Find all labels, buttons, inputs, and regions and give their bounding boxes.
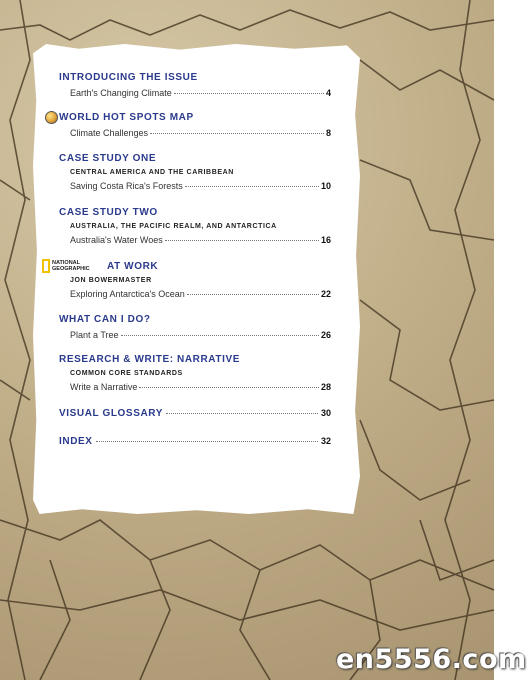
page-number: 32 xyxy=(320,436,331,446)
toc-item[interactable] xyxy=(70,88,331,98)
section-heading: AT WORK xyxy=(107,261,159,272)
section-subheading: AUSTRALIA, THE PACIFIC REALM, AND ANTARCTICA xyxy=(70,223,277,230)
watermark-text: en5556.com xyxy=(336,644,527,675)
leader-dots xyxy=(166,413,318,414)
page-number: 22 xyxy=(320,289,331,299)
leader-dots xyxy=(150,133,324,134)
toc-item[interactable] xyxy=(70,330,331,340)
item-title: Saving Costa Rica's Forests xyxy=(70,181,183,191)
section-heading: CASE STUDY TWO xyxy=(59,207,158,218)
leader-dots xyxy=(174,93,324,94)
item-title: Exploring Antarctica's Ocean xyxy=(70,289,185,299)
toc-item[interactable] xyxy=(70,181,331,191)
page-number: 28 xyxy=(320,382,331,392)
section-heading: INDEX xyxy=(59,436,93,447)
item-title: Australia's Water Woes xyxy=(70,235,163,245)
toc-item[interactable] xyxy=(70,289,331,299)
page-number: 10 xyxy=(320,181,331,191)
logo-line-1: NATIONAL xyxy=(52,260,81,266)
leader-dots xyxy=(165,240,319,241)
toc-item[interactable] xyxy=(70,382,331,392)
globe-icon xyxy=(45,111,58,124)
section-heading: VISUAL GLOSSARY xyxy=(59,408,164,419)
page-number: 30 xyxy=(320,408,331,418)
toc-item[interactable] xyxy=(70,235,331,245)
section-heading: WHAT CAN I DO? xyxy=(59,314,151,325)
yellow-border-logo-icon xyxy=(42,259,50,273)
logo-line-2: GEOGRAPHIC xyxy=(52,266,90,272)
national-geographic-logo xyxy=(42,257,92,275)
section-subheading: CENTRAL AMERICA AND THE CARIBBEAN xyxy=(70,169,234,176)
page-number: 4 xyxy=(325,88,331,98)
item-title: Plant a Tree xyxy=(70,330,119,340)
section-subheading: JON BOWERMASTER xyxy=(70,277,152,284)
section-heading: WORLD HOT SPOTS MAP xyxy=(59,112,194,123)
page-number: 16 xyxy=(320,235,331,245)
section-heading: CASE STUDY ONE xyxy=(59,153,157,164)
section-heading: INTRODUCING THE ISSUE xyxy=(59,72,198,83)
page-number: 26 xyxy=(320,330,331,340)
leader-dots xyxy=(96,441,318,442)
leader-dots xyxy=(121,335,319,336)
section-subheading: COMMON CORE STANDARDS xyxy=(70,370,183,377)
item-title: Write a Narrative xyxy=(70,382,138,392)
leader-dots xyxy=(187,294,319,295)
toc-item[interactable] xyxy=(70,128,331,138)
item-title: Earth's Changing Climate xyxy=(70,88,172,98)
section-heading: RESEARCH & WRITE: NARRATIVE xyxy=(59,354,241,365)
item-title: Climate Challenges xyxy=(70,128,149,138)
page-number: 8 xyxy=(325,128,331,138)
leader-dots xyxy=(139,387,319,388)
leader-dots xyxy=(185,186,319,187)
